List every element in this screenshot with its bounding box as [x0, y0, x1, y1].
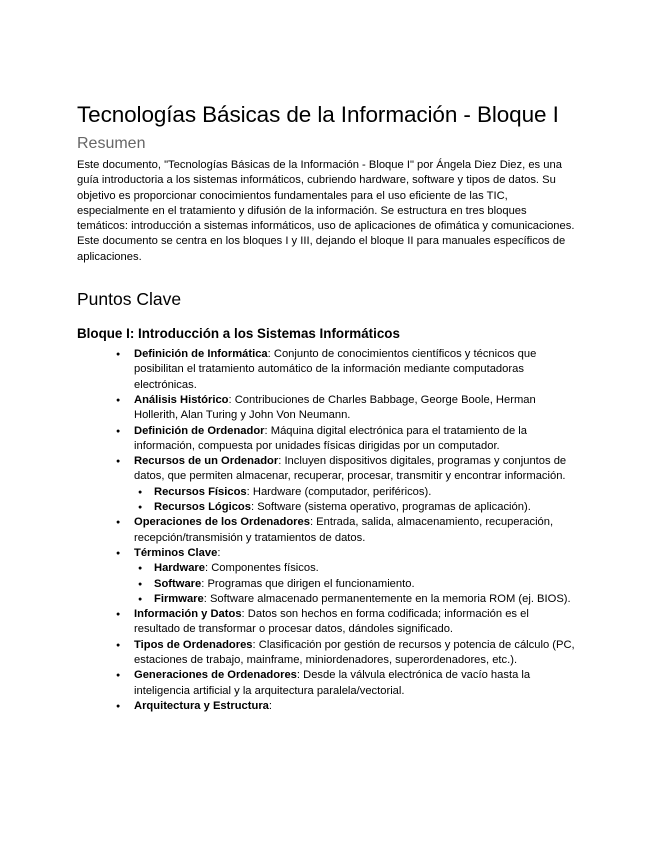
list-item	[134, 347, 577, 393]
list-item	[134, 424, 577, 455]
item-term: Definición de Informática	[134, 348, 268, 361]
sub-list-item	[154, 592, 577, 607]
item-text: : Componentes físicos.	[205, 562, 319, 575]
item-term: Tipos de Ordenadores	[134, 638, 253, 651]
document-content	[77, 101, 577, 714]
item-text: : Entrada, salida, almacenamiento, recuperación, recepción/transmisión y tratamientos de datos.	[134, 516, 554, 544]
sub-list-item	[154, 561, 577, 576]
key-points-list	[77, 347, 577, 714]
document-subtitle: Resumen	[77, 135, 146, 152]
item-term: Recursos de un Ordenador	[134, 455, 279, 468]
item-text: : Software (sistema operativo, programas de aplicación).	[250, 501, 531, 514]
item-term: Definición de Ordenador	[134, 424, 265, 437]
item-text: : Programas que dirigen el funcionamiento.	[201, 577, 415, 590]
sub-list-item	[154, 485, 577, 500]
item-text: : Clasificación por gestión de recursos y potencia de cálculo (PC, estaciones de trabajo, mainframe, miniordenadores, superordenadores, etc.).	[134, 638, 575, 667]
list-item	[134, 699, 577, 714]
list-item	[134, 393, 577, 424]
list-item	[134, 546, 577, 607]
summary-paragraph: Este documento, "Tecnologías Básicas de la Información - Bloque I" por Ángela Diez Diez, es una guía introductoria a los sistemas informáticos, cubriendo hardware, software y tipos de datos. Su objetivo es proporcionar conocimientos fundamentales para el uso eficiente de las TIC, especialmente en el tratamiento y difusión de la información. Se estructura en tres bloques temáticos: introducción a sistemas informáticos, uso de aplicaciones de ofimática y comunicaciones. Este documento se centra en los bloques I y III, dejando el bloque II para manuales específicos de aplicaciones.	[77, 159, 575, 263]
list-item	[134, 638, 577, 669]
list-item	[134, 668, 577, 699]
item-term: Hardware	[154, 562, 205, 575]
item-text: : Conjunto de conocimientos científicos y técnicos que posibilitan el tratamiento automático de la información mediante computadoras electrónicas.	[134, 348, 537, 391]
item-text: : Desde la válvula electrónica de vacío hasta la inteligencia artificial y la arquitectura paralela/vectorial.	[134, 669, 531, 697]
block1-heading: Bloque I: Introducción a los Sistemas Informáticos	[77, 326, 400, 342]
item-term: Información y Datos	[134, 608, 242, 621]
item-text: : Software almacenado permanentemente en la memoria ROM (ej. BIOS).	[203, 592, 571, 605]
item-term: Generaciones de Ordenadores	[134, 669, 297, 682]
item-text: : Hardware (computador, periféricos).	[246, 485, 432, 498]
item-text: :	[217, 546, 221, 559]
item-term: Software	[154, 577, 202, 590]
item-term: Operaciones de los Ordenadores	[134, 516, 310, 529]
item-term: Firmware	[154, 592, 204, 605]
key-points-heading: Puntos Clave	[77, 289, 182, 310]
item-text: : Contribuciones de Charles Babbage, George Boole, Herman Hollerith, Alan Turing y John Von Neumann.	[134, 393, 536, 422]
item-text: : Máquina digital electrónica para el tratamiento de la información, compuesta por unidades físicas dirigidas por un computador.	[134, 424, 527, 452]
list-item	[134, 515, 577, 546]
item-term: Análisis Histórico	[134, 393, 229, 406]
item-text: : Incluyen dispositivos digitales, programas y conjuntos de datos, que permiten almacenar, recuperar, procesar, transmitir y encontrar información.	[134, 455, 567, 483]
item-term: Recursos Lógicos	[154, 501, 251, 514]
list-item	[134, 607, 577, 638]
item-text: : Datos son hechos en forma codificada; información es el resultado de transformar o procesar datos, dándoles significado.	[134, 608, 529, 636]
sub-list	[134, 561, 577, 607]
sub-list-item	[154, 577, 577, 592]
list-item	[134, 454, 577, 515]
item-term: Términos Clave	[134, 546, 218, 559]
item-text: :	[268, 699, 273, 712]
sub-list	[134, 485, 577, 516]
item-term: Recursos Físicos	[154, 485, 247, 498]
sub-list-item	[154, 500, 577, 515]
document-title: Tecnologías Básicas de la Información - Bloque I	[77, 102, 559, 127]
item-term: Arquitectura y Estructura	[134, 699, 269, 712]
